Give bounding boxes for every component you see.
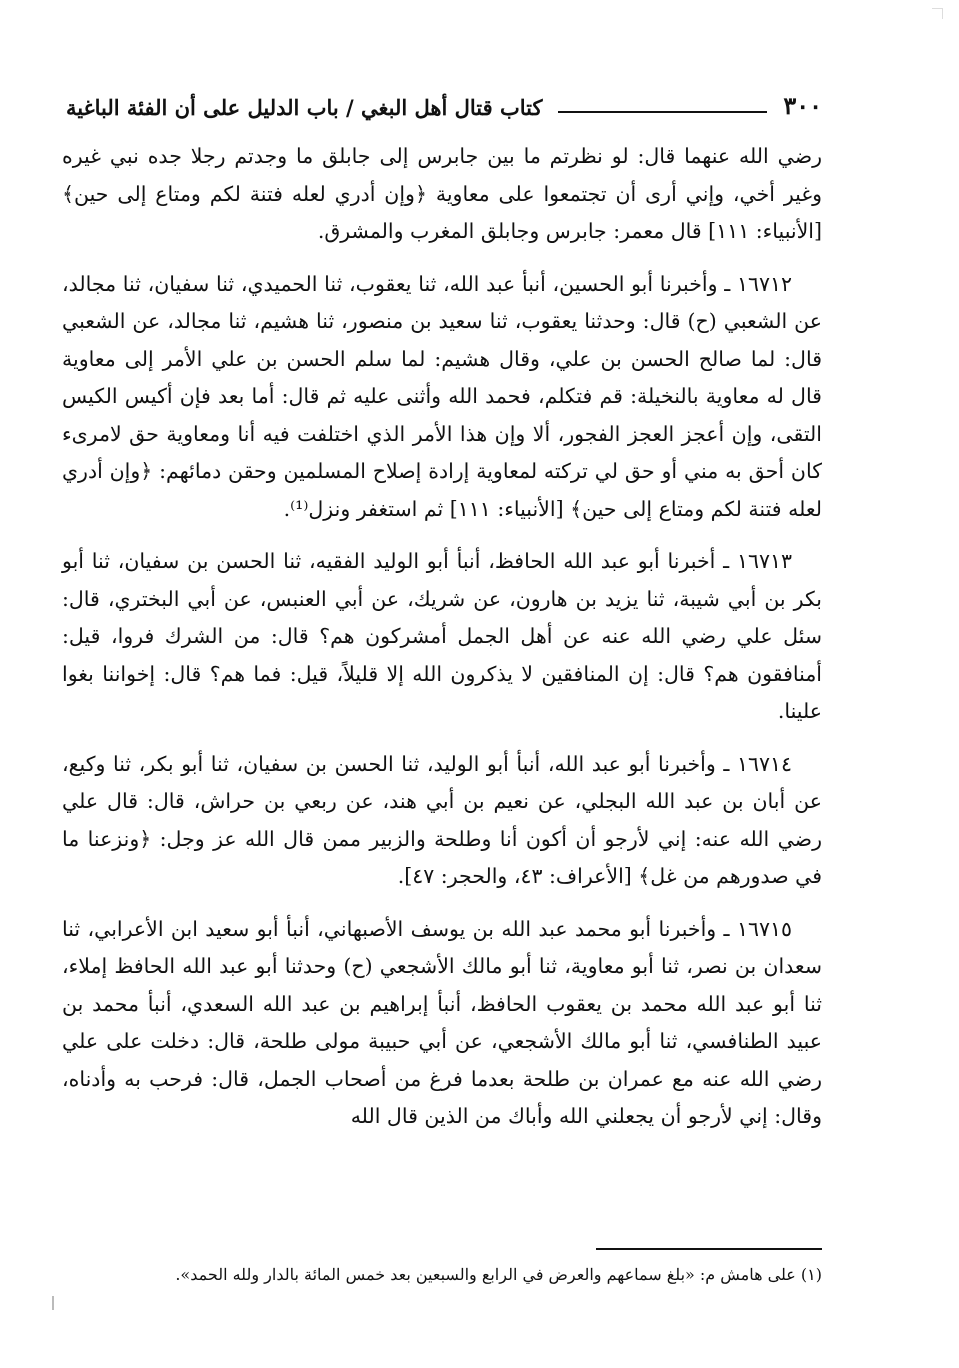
margin-mark	[52, 1296, 54, 1310]
running-title: كتاب قتال أهل البغي / باب الدليل على أن الفئة الباغية	[66, 95, 543, 120]
page-number: ٣٠٠	[783, 91, 822, 120]
footnote: (١) على هامش م: «بلغ سماعهم والعرض في الرابع والسبعين بعد خمس المائة بالدار ولله الحمد».	[175, 1265, 822, 1284]
hadith-16713: ١٦٧١٣ ـ أخبرنا أبو عبد الله الحافظ، أنبأ أبو الوليد الفقيه، ثنا الحسن بن سفيان، ثنا أبو بكر بن أبي شيبة، ثنا يزيد بن هارون، عن شريك، عن أبي العنبس، عن أبي البختري، قال: سئل علي رضي الله عنه عن أهل الجمل أمشركون هم؟ قال: من الشرك فروا، قيل: أمنافقون هم؟ قال: إن المنافقين لا يذكرون الله إلا قليلاً، قيل: فما هم؟ قال: إخواننا بغوا علينا.	[62, 549, 822, 723]
paragraph-continuation: رضي الله عنهما قال: لو نظرتم ما بين جابرس إلى جابلق ما وجدتم رجلا جده نبي غيره وغير أخي، وإني أرى أن تجتمعوا على معاوية ﴿وإن أدري لعله فتنة لكم ومتاع إلى حين﴾ [الأنبياء: ١١١] قال معمر: جابرس وجابلق المغرب والمشرق.	[62, 144, 822, 243]
scan-corner-mark	[932, 8, 943, 19]
main-text	[62, 138, 822, 1151]
footnote-rule	[596, 1248, 822, 1250]
hadith-16715: ١٦٧١٥ ـ وأخبرنا أبو محمد عبد الله بن يوسف الأصبهاني، أنبأ أبو سعيد ابن الأعرابي، ثنا سعدان بن نصر، ثنا أبو معاوية، ثنا أبو مالك الأشجعي (ح) وحدثنا أبو عبد الله الحافظ إملاء، ثنا أبو عبد الله محمد بن يعقوب الحافظ، أنبأ إبراهيم بن عبد الله السعدي، أنبأ محمد بن عبيد الطنافسي، ثنا أبو مالك الأشجعي، عن أبي حبيبة مولى طلحة، قال: دخلت على علي رضي الله عنه مع عمران بن طلحة بعدما فرغ من أصحاب الجمل، قال: فرحب به وأدناه، وقال: إني لأرجو أن يجعلني الله وأباك من الذين قال الله	[62, 916, 822, 1128]
running-header	[62, 86, 822, 120]
hadith-16712: ١٦٧١٢ ـ وأخبرنا أبو الحسين، أنبأ عبد الله، ثنا يعقوب، ثنا الحميدي، ثنا سفيان، ثنا مجالد، عن الشعبي (ح) قال: وحدثنا يعقوب، ثنا سعيد بن منصور، ثنا هشيم، ثنا مجالد، عن الشعبي قال: لما صالح الحسن بن علي، وقال هشيم: لما سلم الحسن بن علي الأمر إلى معاوية قال له معاوية بالنخيلة: قم فتكلم، فحمد الله وأثنى عليه ثم قال: أما بعد فإن أكيس الكيس التقى، وإن أعجز العجز الفجور، ألا وإن هذا الأمر الذي اختلفت فيه أنا ومعاوية حق لامرىء كان أحق به مني أو حق لي تركته لمعاوية إرادة إصلاح المسلمين وحقن دمائهم: ﴿وإن أدري لعله فتنة لكم ومتاع إلى حين﴾ [الأنبياء: ١١١] ثم استغفر ونزل⁽¹⁾.	[62, 271, 822, 521]
header-rule	[558, 111, 767, 113]
hadith-16714: ١٦٧١٤ ـ وأخبرنا أبو عبد الله، أنبأ أبو الوليد، ثنا الحسن بن سفيان، ثنا أبو بكر، ثنا وكيع، عن أبان بن عبد الله البجلي، عن نعيم بن أبي هند، عن ربعي بن حراش، قال: قال علي رضي الله عنه: إني لأرجو أن أكون أنا وطلحة والزبير ممن قال الله عز وجل: ﴿ونزعنا ما في صدورهم من غل﴾ [الأعراف: ٤٣، والحجر: ٤٧].	[62, 751, 822, 888]
